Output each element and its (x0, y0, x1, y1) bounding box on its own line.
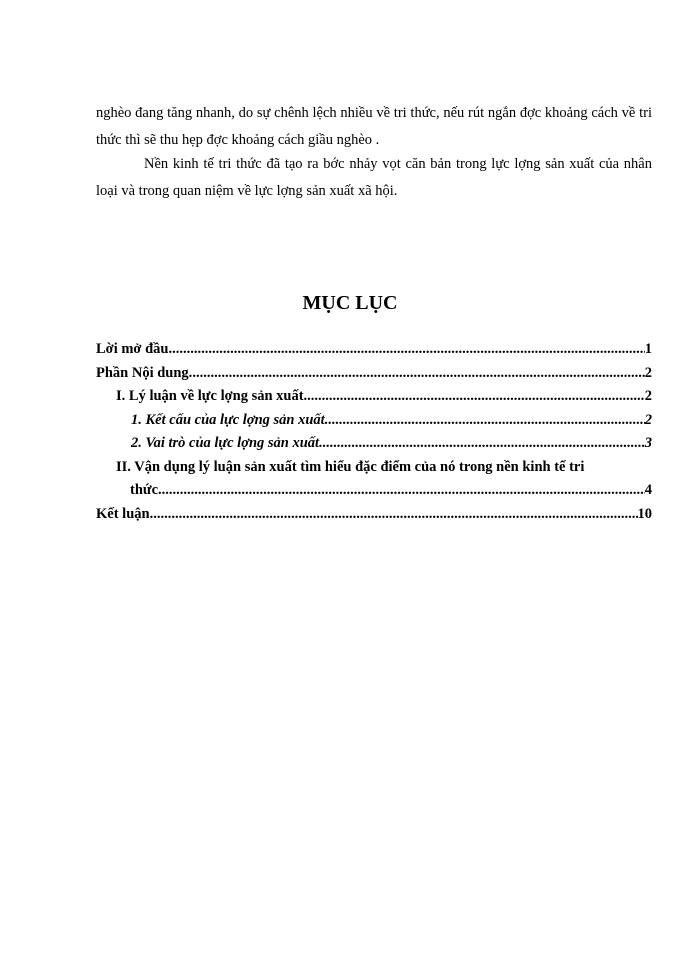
toc-entry-content[interactable] (96, 362, 652, 386)
toc-entry-label: 1. Kết cấu của lực lợng sản xuất. (131, 411, 329, 428)
toc-entry-label: I. Lý luận về lực lợng sản xuất. (116, 388, 308, 404)
toc-entry-label-cont: thức. (130, 482, 162, 498)
toc-entry-section-1[interactable] (96, 385, 652, 409)
toc-entry-intro[interactable] (96, 338, 652, 362)
toc-entry-subsection-2[interactable] (96, 432, 652, 456)
body-paragraph-2: Nền kinh tế tri thức đã tạo ra bớc nhảy vọt căn bản trong lực lợng sản xuất của nhân loại và trong quan niệm về lực lợng sản xuất xã hội. (96, 156, 652, 199)
toc-entry-conclusion[interactable] (96, 503, 652, 527)
toc-entry-label: 2. Vai trò của lực lợng sản xuất (131, 435, 320, 451)
toc-leader-dots (162, 479, 645, 503)
toc-title: MỤC LỤC (302, 292, 398, 314)
toc-entry-section-2-cont[interactable] (96, 479, 652, 503)
toc-entry-label: Lời mở đầu. (96, 341, 173, 357)
toc-leader-dots (153, 503, 637, 527)
toc-entry-section-2[interactable] (96, 456, 652, 480)
toc-leader-dots (319, 432, 645, 456)
toc-leader-dots (192, 362, 644, 386)
toc-entry-subsection-1[interactable] (96, 409, 652, 433)
toc-leader-dots (172, 338, 645, 362)
toc-page-number: 2 (644, 388, 652, 404)
toc-entry-label: II. Vận dụng lý luận sản xuất tìm hiểu đặc điểm của nó trong nền kinh tế tri (116, 458, 585, 475)
body-paragraph-1: nghèo đang tăng nhanh, do sự chênh lệch nhiều về tri thức, nếu rút ngắn đợc khoảng cách về tri thức thì sẽ thu hẹp đợc khoảng cách giầu nghèo . (96, 105, 652, 148)
toc-page-number: 3 (644, 435, 652, 451)
toc-page-number: 1 (644, 341, 652, 357)
toc-leader-dots (307, 385, 645, 409)
toc-entry-label: Kết luận. (96, 505, 154, 522)
toc-entry-label: Phần Nội dung. (96, 364, 193, 381)
toc-page-number: 10 (637, 505, 652, 522)
table-of-contents (96, 338, 652, 526)
toc-page-number: 2 (644, 364, 652, 381)
toc-leader-dots (328, 409, 644, 433)
toc-page-number: 4 (644, 482, 652, 498)
toc-page-number: 2 (644, 411, 652, 428)
